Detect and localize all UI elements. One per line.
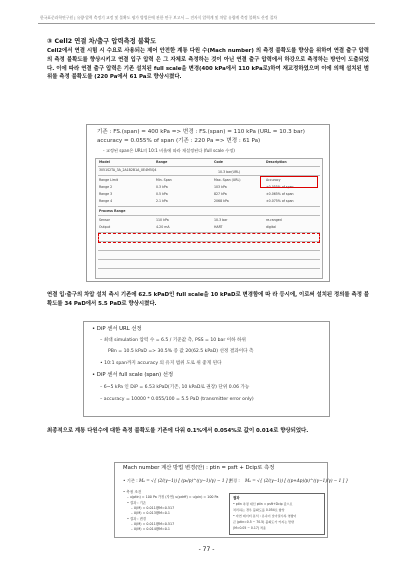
spec-row-1-a: Range Limit — [99, 178, 119, 182]
spec-row-1-c: Max. Span (URL) — [214, 178, 241, 182]
spec-row-7-a: Output — [99, 225, 111, 229]
figure-mach-number-method — [114, 462, 349, 538]
spec-row-1-b: Min. Span — [156, 178, 172, 182]
spec-col-model: Model — [99, 160, 110, 164]
fig2-line-5: • DiP 센서 full scale (span) 선정 — [92, 372, 174, 378]
fig3-title: Mach number 계산 방법 변경(안) : ptin = psft + Dcip로 측정 — [123, 465, 275, 471]
spec-row-7-c: HART — [214, 225, 223, 229]
url-red-note: 10.3 bar(URL) — [218, 170, 241, 174]
spec-row-5-a: Process Range — [99, 209, 126, 213]
spec-dashed-highlight — [98, 233, 320, 243]
fig2-line-3: PBn = 10.5 kPaD => 30.5% 증 값 20(62.5 kPaD) 선정 결과이다 측 — [108, 349, 254, 354]
spec-row-6-d: re-ranged — [266, 218, 282, 222]
spec-row-4-d: ±0.075% of span — [266, 199, 294, 203]
spec-row-6-b: 110 kPa — [156, 218, 169, 222]
spec-row-4-c: 2068 kPa — [214, 199, 229, 203]
spec-table — [95, 158, 323, 279]
fig3-formula-existing: Mₑ = √{ (2/(γ−1)) [ (p₀/p)^((γ−1)/γ) − 1 ] } — [139, 478, 232, 483]
fig3-conditions-title: • 측정 조건 — [123, 490, 142, 494]
fig3-condition-6: – U(M) = 0.011@M=0.517 — [131, 522, 175, 526]
fig2-line-6: – 6~5 kPa 인 DiP = 6.53 kPaD(기존, 10 kPaD로 권장) 단위 0.06 가능 — [100, 385, 250, 390]
fig2-line-7: – accuracy = 10000 * 0.055/100 = 5.5 PaD (transmitter error only) — [100, 397, 254, 402]
page-number: - 77 - — [198, 546, 215, 553]
fig3-note-title: 결과 — [233, 496, 240, 500]
spec-row-4-a: Range 4 — [99, 199, 113, 203]
url-highlight-box — [260, 176, 318, 188]
spec-col-range: Range — [156, 160, 168, 164]
fig3-note-line-4: 큰 (ptin=0.5 ~ 70.5) 불확도가 커지는 반면 — [233, 520, 295, 524]
paragraph-3: 최종적으로 계통 다원수에 대한 측정 불확도를 기존에 다워 0.1%에서 0.054%로 값이 0.014로 향상되었다. — [47, 428, 309, 434]
figure-dip-sensor-selection — [83, 321, 330, 417]
running-header: 한국표준과학연구원 | 유량·압력 측정기 교정 및 불확도 평가 방법론에 관한 연구 보고서 — 전자식 압력계 및 차압 유량계 측정 불확도 산정 절차 — [40, 15, 278, 20]
fig3-condition-1: – u(ptin) = 100 Pa 가정 (자연) u(pdrff) = u(pin) = 100 Pa — [127, 495, 219, 499]
spec-row-2-d: ±0.055% of span — [266, 185, 294, 189]
fig3-condition-5: • 결과 : 변경 — [127, 517, 146, 521]
fig2-line-1: • DiP 센서 URL 선정 — [92, 326, 142, 332]
fig3-condition-4: – U(M) = 0.013@M=0.1 — [131, 511, 170, 515]
fig3-note-line-5: (M=0.05 ~ 0.17) 적용 — [233, 526, 266, 530]
spec-row-3-a: Range 3 — [99, 192, 113, 196]
fig3-formula-changed: Mₑ = √{ (2/(γ−1)) [ ((p+Δp)/p)^((γ−1)/γ) − 1 ] } — [245, 478, 349, 483]
fig3-condition-2: • 결과 : 기존 — [127, 501, 146, 505]
spec-row-7-d: digital — [266, 225, 276, 229]
paragraph-2: 연결 입·출구의 차압 설치 측시 기존에 62.5 kPaD인 full scale을 10 kPaD로 변경함에 따 라 등시에, 이로써 설치된 정의를 측정 불확도를 34 PaD에서 5.5 PaD로 향상시켰다. — [47, 292, 369, 307]
fig1-bullet-2: accuracy = 0.055% of span (기존 : 220 Pa => 변경 : 61 Pa) — [97, 138, 261, 144]
spec-row-4-b: 2.1 kPa — [156, 199, 168, 203]
figure-pressure-transmitter-spec — [86, 124, 330, 282]
fig2-line-4: • 10:1 span까지 accuracy 의 유지 범위 도로 위 좋게 된다 — [100, 361, 222, 366]
spec-row-3-d: ±0.065% of span — [266, 192, 294, 196]
spec-row-1-d: Accuracy — [266, 178, 281, 182]
header-divider — [38, 23, 375, 24]
spec-row-2-a: Range 2 — [99, 185, 113, 189]
spec-row-3-b: 0.5 kPa — [156, 192, 168, 196]
paragraph-1: Cell2에서 연결 시험 시 수요로 사용되는 제어 안전한 계통 다원 수(Mach number) 의 측정 불확도를 향상을 위하여 연결 출구 압력의 측정 불확도를 향상시키고 연결 입구 압력 은 그 자체로 측정하는 것이 아닌 연결 출구 압력에서 하강으로 측정하는 방안이 도출되었 다. 이에 따라 연결 출구 압력은 기존 설치된 full scale을 변경(400 kPa에서 110 kPa로)하여 재교정하였으며 이에 의해 설치된 범위를 측정 불확도를 (220 Pa에서 61 Pa로 향상시켰다. — [47, 48, 369, 81]
fig3-note-line-3: • 자연 데이터 분석 : 유속이 낮아질수록 영향이 — [233, 514, 297, 518]
spec-row-3-c: 827 kPa — [214, 192, 227, 196]
spec-row-2-c: 103 kPa — [214, 185, 227, 189]
fig3-note-line-2: 처리하는 경우 불확도를 0.054로 향상 — [233, 508, 285, 512]
spec-col-description: Description — [266, 160, 287, 164]
fig3-formula-label-2: 변경 : — [229, 478, 240, 483]
spec-row-6-a: Sensor — [99, 218, 110, 222]
spec-row-0-model: 3051S2TA_3A_2A1B2B1A_XE4M5Q4 — [99, 168, 157, 172]
fig3-condition-3: – U(M) = 0.011@M=0.517 — [131, 506, 175, 510]
fig3-formula-label-1: • 기존 : — [123, 478, 138, 483]
spec-row-6-c: 10.3 bar — [214, 218, 228, 222]
fig1-bullet-1: 기존 : FS.(span) = 400 kPa => 변경 : FS.(span) = 110 kPa (URL = 10.3 bar) — [97, 129, 305, 135]
fig1-bullet-3: - 교정된 span은 URL의 10:1 비율에 따라 재설정된다 (full scale 수정) — [103, 148, 235, 153]
fig2-line-2: – 최대 simulation 압력 수 = 6.5 / 기준값 측, PSS = 10 bar 이하 하위 — [100, 338, 246, 343]
spec-row-2-b: 0.3 kPa — [156, 185, 168, 189]
section-title: ③ Cell2 연결 차/출구 압력측정 불확도 — [47, 38, 157, 45]
spec-row-7-b: 4-20 mA — [156, 225, 170, 229]
fig3-note-box — [229, 493, 325, 535]
fig3-condition-7: – U(M) = 0.014@M=0.1 — [131, 527, 170, 531]
fig3-note-line-1: • ptin 측정 대신 ptin = psft+Dcip 값으로 — [233, 502, 293, 506]
spec-col-code: Code — [214, 160, 223, 164]
